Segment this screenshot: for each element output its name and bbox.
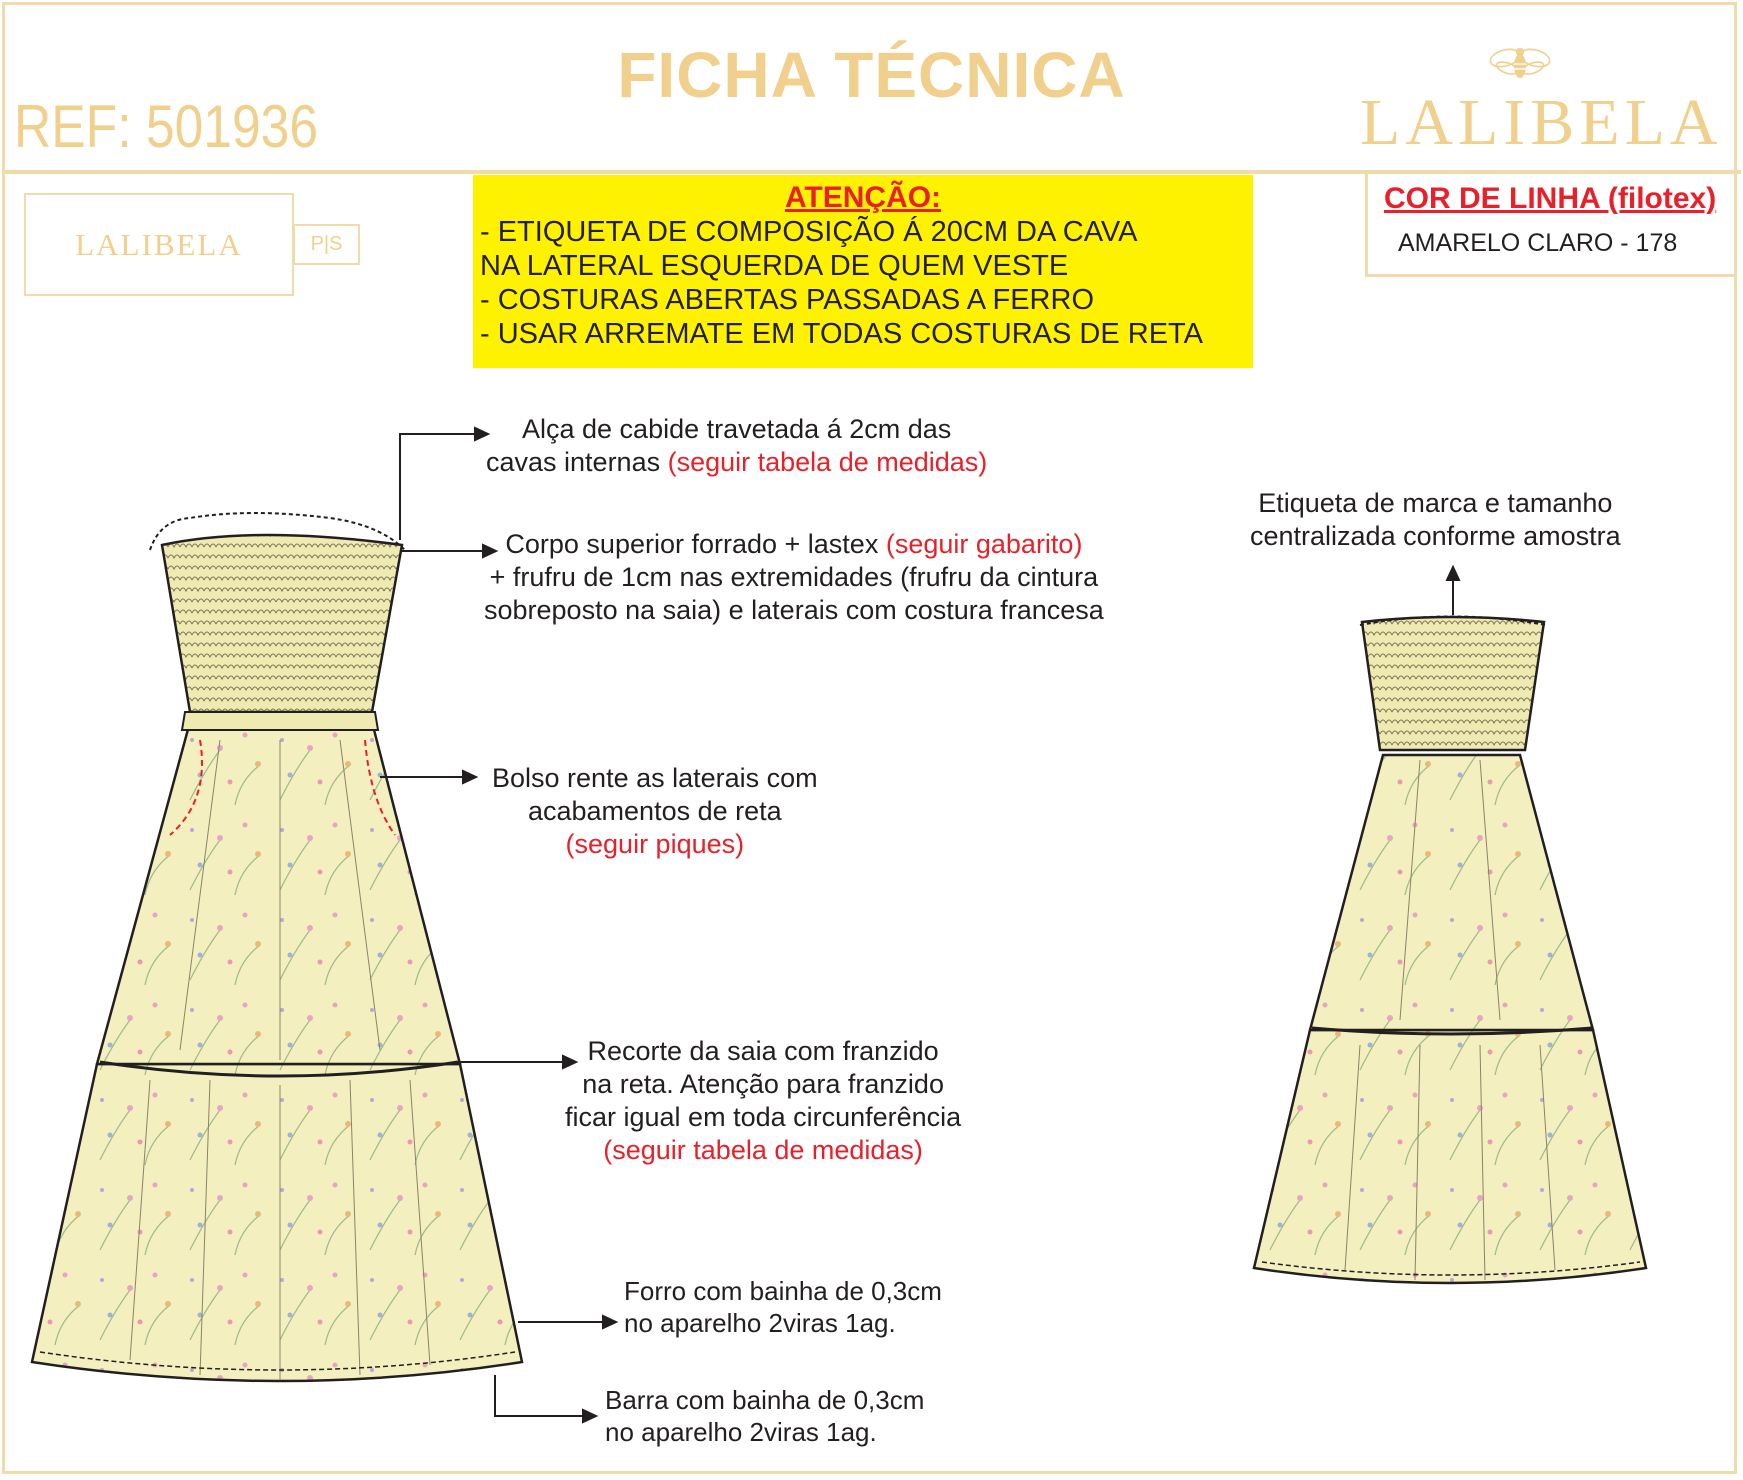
label-brand-text: LALIBELA (75, 226, 243, 262)
attention-line: - COSTURAS ABERTAS PASSADAS A FERRO (480, 284, 1094, 316)
note-skirt (565, 1035, 961, 1167)
note-hem (605, 1384, 924, 1448)
note-lining (624, 1275, 942, 1339)
back-dress-drawing (1254, 617, 1646, 1284)
note-pocket (492, 762, 818, 861)
note-bodice (484, 528, 1104, 627)
note-back-label (1250, 487, 1621, 553)
note-bodice-line3: sobreposto na saia) e laterais com costura francesa (484, 595, 1104, 625)
note-pocket-line1: Bolso rente as laterais com (492, 763, 818, 793)
note-skirt-line1: Recorte da saia com franzido (587, 1036, 939, 1066)
note-skirt-line3: ficar igual em toda circunferência (565, 1102, 962, 1132)
front-dress-drawing (32, 513, 522, 1381)
note-strap-red: (seguir tabela de medidas) (667, 447, 988, 477)
note-hem-line1: Barra com bainha de 0,3cm (605, 1385, 925, 1415)
note-bodice-line1: Corpo superior forrado + lastex (505, 529, 886, 559)
size-tab: P|S (293, 224, 360, 265)
note-strap (486, 413, 987, 479)
reference-number: REF: 501936 (14, 93, 319, 160)
attention-heading: ATENÇÃO: (784, 181, 942, 214)
thread-color-title: COR DE LINHA (filotex) (1384, 182, 1717, 215)
thread-color-value: AMARELO CLARO - 178 (1398, 229, 1678, 257)
brand-name: LALIBELA (1360, 86, 1723, 159)
note-strap-line1: Alça de cabide travetada á 2cm das (522, 414, 952, 444)
note-pocket-line2: acabamentos de reta (527, 796, 782, 826)
note-bodice-red: (seguir gabarito) (885, 529, 1083, 559)
note-bodice-line2: + frufru de 1cm nas extremidades (frufru da cintura (489, 562, 1099, 592)
note-back-label-line2: centralizada conforme amostra (1250, 521, 1621, 551)
note-skirt-red: (seguir tabela de medidas) (603, 1135, 923, 1165)
note-pocket-red: (seguir piques) (565, 829, 745, 859)
note-skirt-line2: na reta. Atenção para franzido (582, 1069, 944, 1099)
note-back-label-line1: Etiqueta de marca e tamanho (1258, 488, 1613, 518)
page-title: FICHA TÉCNICA (617, 39, 1126, 111)
note-lining-line2: no aparelho 2viras 1ag. (624, 1308, 896, 1338)
note-strap-line2: cavas internas (486, 447, 668, 477)
attention-line: - ETIQUETA DE COMPOSIÇÃO Á 20CM DA CAVA (480, 216, 1138, 248)
note-lining-line1: Forro com bainha de 0,3cm (624, 1276, 942, 1306)
attention-line: - USAR ARREMATE EM TODAS COSTURAS DE RETA (480, 318, 1203, 350)
note-hem-line2: no aparelho 2viras 1ag. (605, 1417, 877, 1447)
attention-line: NA LATERAL ESQUERDA DE QUEM VESTE (480, 250, 1069, 282)
